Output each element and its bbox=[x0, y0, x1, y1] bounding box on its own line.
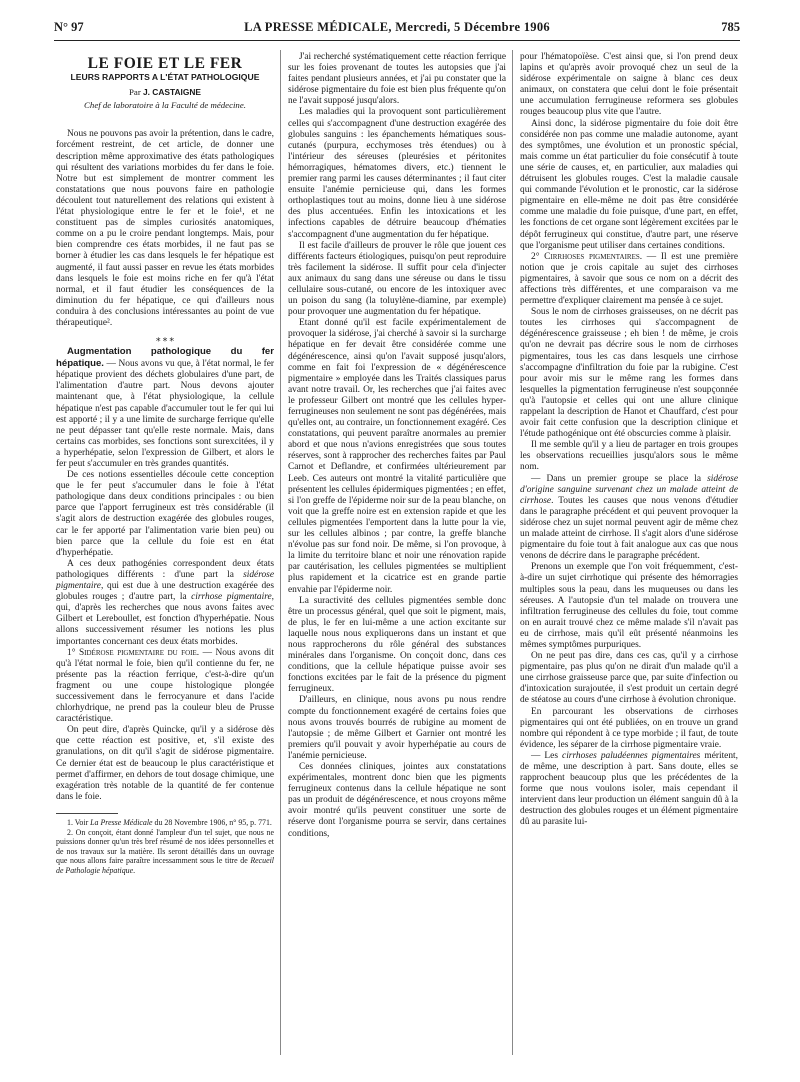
augmentation-paragraph bbox=[56, 346, 274, 470]
paragraph: Les maladies qui la provoquent sont particulièrement celles qui s'accompagnent d'une destruction exagérée des globules sanguins : les épanchements hématiques sous-cutanés (purpura, ecchymoses très étendues) ou à l'intérieur des séreuses (pleurésies et péritonites hémorragiques, hématomes divers, etc.) tiennent le premier rang parmi les causes déterminantes ; il faut citer ensuite l'anémie pernicieuse qui, dans les formes orthoplastiques tout au moins, donne lieu à une sidérose des plus accentuées. Enfin les intoxications et les infections capables de détruire beaucoup d'hématies s'accompagnent d'une augmentation du fer hépatique. bbox=[288, 107, 506, 240]
quincke-paragraph: On peut dire, d'après Quincke, qu'il y a sidérose dès que cette réaction est positive, et, s'il existe des granulations, on dit qu'il s'agit de sidérose pigmentaire. Ce dernier état est de beaucoup le plus caractéristique et permet d'affirmer, en dehors de tout dosage chimique, une exagération très notable de la quantité de fer contenue dans le foie. bbox=[56, 725, 274, 802]
book-ref: Recueil de Pathologie hépatique bbox=[56, 856, 274, 875]
article-subtitle: LEURS RAPPORTS A L'ÉTAT PATHOLOGIQUE bbox=[70, 72, 260, 83]
running-header bbox=[54, 20, 740, 38]
text-run: — Dans un premier groupe se place la bbox=[531, 473, 708, 484]
intro-paragraph: Nous ne pouvons pas avoir la prétention, dans le cadre, forcément restreint, de cet article, de donner une description même approximative des états pathologiques qui résultent des variations morbides du fer dans le foie. Notre but est simplement de montrer comment les constatations que nous pouvons faire en pathologie découlent tout naturellement des relations qui existent à l'état physiologique entre le fer et le foie¹, et ne constituent pas de simples curiosités anatomiques, comme on a pu le croire pendant longtemps. Mais, pour bien comprendre ces états morbides, il ne faut pas se borner à étudier les cas dans lesquels le fer hépatique est augmenté, il faut aussi passer en revue les états morbides dans lesquels le foie est moins riche en fer qu'à l'état normal, et il faut étudier les conséquences de la diminution du fer hépatique, ce qui d'ailleurs nous conduira à des conclusions intéressantes au point de vue thérapeutique². bbox=[56, 129, 274, 328]
footnotes bbox=[56, 818, 274, 876]
column-divider-2 bbox=[512, 50, 513, 1055]
paragraph bbox=[520, 751, 738, 829]
paragraph: En parcourant les observations de cirrhoses pigmentaires qui ont été publiées, on en trouve un grand nombre qui répondent à ce type morbide ; il faut, de toute évidence, les séparer de la cirrhose pigmentaire vraie. bbox=[520, 706, 738, 750]
cirrhoses-text: — Il est une première notion que je crois capitale au sujet des cirrhoses pigmentaires, à savoir que sous ce nom on a décrit des affections très différentes, et une comparaison va me permettre d'expliquer clairement ma pensée à ce sujet. bbox=[520, 251, 738, 307]
siderose-text: — Nous avons dit qu'à l'état normal le foie, bien qu'il contienne du fer, ne présente pas la réaction ferrique, c'est-à-dire qu'un fragment ou une coupe histologique plongée successivement dans le ferrocyanure et dans l'acide chlorhydrique, ne prend pas la couleur bleu de Prusse caractéristique. bbox=[56, 647, 275, 725]
paragraph: D'ailleurs, en clinique, nous avons pu nous rendre compte du fonctionnement exagéré de certains foies que nous avons trouvés bourrés de rubigine au moment de l'autopsie ; de même Gilbert et Garnier ont montré les premiers qu'il pouvait y avoir hyperhépatie au cours de l'anémie pernicieuse. bbox=[288, 695, 506, 761]
paragraph: Prenons un exemple que l'on voit fréquemment, c'est-à-dire un sujet cirrhotique qui présente des hémorragies multiples sous la peau, dans les muqueuses ou dans les séreuses. A l'autopsie d'un tel malade on trouvera une infiltration ferrugineuse des cellules du foie, tout comme on en aurait trouvé chez ce même malade s'il n'avait pas eu de cirrhose, mais qu'il eût présenté néanmoins les mêmes symptômes purpuriques. bbox=[520, 562, 738, 650]
paragraph: Sous le nom de cirrhoses graisseuses, on ne décrit pas toutes les cirrhoses qui s'accompagnent de dégénérescence graisseuse ; eh bien ! de même, je crois qu'on ne devrait pas décrire sous le nom de cirrhoses pigmentaires, tous les cas dans lesquels une cirrhose s'accompagne d'infiltration du foie par la rubigine. C'est pour avoir mis sur le même rang les formes dans lesquelles la pigmentation ferrugineuse n'est soupçonnée qu'à l'autopsie et celles qui ont une allure clinique rappelant la description de Hanot et Chauffard, c'est pour avoir fait cette confusion que la description clinique et l'étude pathogénique ont été obscurcies comme à plaisir. bbox=[520, 307, 738, 440]
term-cirrhose: cirrhose pigmentaire bbox=[191, 592, 272, 603]
section-number: 2° bbox=[531, 251, 545, 262]
cirrhoses-paragraph bbox=[520, 252, 738, 307]
article-title: LE FOIE ET LE FER bbox=[87, 55, 243, 72]
footnote-1 bbox=[56, 818, 274, 828]
italic-term: cirrhoses paludéennes pigmentaires bbox=[562, 750, 701, 761]
column-divider-1 bbox=[280, 50, 281, 1055]
paragraph bbox=[520, 474, 738, 563]
siderose-paragraph bbox=[56, 648, 274, 726]
term-siderose: sidérose pigmentaire bbox=[56, 569, 274, 592]
paragraph: On ne peut pas dire, dans ces cas, qu'il y a cirrhose pigmentaire, pas plus qu'on ne dirait d'un malade qu'il a une cirrhose graisseuse parce que, par suite d'infection ou d'intoxication surajoutée, il s'est produit un certain degré de stéatose au cours d'une cirrhose à évolution chronique. bbox=[520, 651, 738, 706]
footnote-2 bbox=[56, 828, 274, 876]
header-rule bbox=[54, 40, 740, 41]
augmentation-heading: Augmentation pathologique du fer hépatique. bbox=[56, 346, 274, 370]
author-affiliation: Chef de laboratoire à la Faculté de médecine. bbox=[84, 100, 246, 111]
text-run: , qui est due à une destruction exagérée des globules rouges ; d'autre part, la bbox=[56, 581, 274, 603]
cirrhoses-heading: Cirrhoses pigmentaires. bbox=[544, 251, 643, 262]
text-run: , qui, d'après les recherches que nous avons faites avec Gilbert et Lereboullet, est fonction d'hyperhépatie. Nous allons successivement résumer les notions les plus importantes concernant ces deux états morbides. bbox=[56, 592, 274, 647]
footnote-rule bbox=[56, 813, 118, 814]
paragraph: La suractivité des cellules pigmentées semble donc être un processus général, quel que soit le pigment, mais, de plus, le fer en lui-même a une action excitante sur laquelle nous nous expliquerons dans un instant et que nous rapprocherons du rôle général des substances minérales dans l'organisme. On conçoit donc, dans ces conditions, que la cellule hépatique puisse avoir ses fonctions excitées par le fait de la présence du pigment ferrugineux. bbox=[288, 595, 506, 695]
journal-ref: La Presse Médicale bbox=[90, 817, 153, 827]
paragraph: Il est facile d'ailleurs de prouver le rôle que jouent ces différents facteurs étiologiques, puisqu'on peut reproduire très facilement la sidérose. Il suffit pour cela d'injecter aux animaux du sang dans une séreuse ou dans le tissu cellulaire sous-cutané, ou encore de les intoxiquer avec un poison du sang (la toluylène-diamine, par exemple) pour provoquer une augmentation du fer hépatique. bbox=[288, 240, 506, 318]
paragraph: Etant donné qu'il est facile expérimentalement de provoquer la sidérose, j'ai cherché à savoir si la surcharge hépatique en fer devait être considérée comme une dégénérescence, ainsi qu'on l'avait supposé jusqu'alors, comme en fait foi l'expression de « dégénérescence pigmentaire » employée dans les Traités classiques parus avant notre travail. Or, les recherches que j'ai faites avec le professeur Gilbert ont montré que les cellules hyper-ferrugineuses non seulement ne sont pas dégénérées, mais qu'elles ont, au contraire, un fonctionnement exagéré. Ces constatations, qui peuvent paraître anormales au premier abord et que nous n'avions enregistrées que sous toutes réserves, sont à rapprocher des recherches faites par Paul Carnot et Deflandre, et confirmées ultérieurement par Leeb. Ces auteurs ont montré la vitalité particulière que présentent les cellules épidermiques pigmentées ; en effet, si l'on greffe de l'épiderme noir sur de la peau blanche, on voit que la greffe noire est en extension rapide et que les cellules pigmentées l'emportent dans la lutte pour la vie, sur les cellules albinos ; par contre, la greffe blanche n'évolue pas sur fond noir. De même, si l'on provoque, à la limite du territoire blanc et noir une rénovation rapide par cautérisation, les cellules pigmentées se multiplient plus rapidement et la cicatrice est en grande partie envahie par l'épiderme noir. bbox=[288, 318, 506, 595]
text-run: 2. On conçoit, étant donné l'ampleur d'un tel sujet, que nous ne puissions donner qu'un très bref résumé de nos idées personnelles et de nos travaux sur la matière. Ils seront détaillés dans un ouvrage que nous allons faire paraître incessamment sous le titre de bbox=[56, 827, 274, 866]
issue-number: N° 97 bbox=[54, 20, 84, 34]
two-pathogenies-paragraph bbox=[56, 559, 274, 648]
page-number: 785 bbox=[721, 20, 740, 34]
text-run: 1. Voir bbox=[67, 817, 91, 827]
section-separator: ⁎ ⁎ ⁎ bbox=[156, 333, 174, 344]
paragraph: J'ai recherché systématiquement cette réaction ferrique sur les foies provenant de toutes les autopsies que j'ai faites pendant plusieurs années, et j'ai pu constater que la sidérose pigmentaire du foie est bien plus fréquente qu'on ne l'avait supposé jusqu'alors. bbox=[288, 52, 506, 107]
paragraph: Il me semble qu'il y a lieu de partager en trois groupes les observations recueillies jusqu'alors sous le même nom. bbox=[520, 440, 738, 473]
author-name: J. CASTAIGNE bbox=[142, 87, 201, 98]
essential-notions-paragraph: De ces notions essentielles découle cette conception que le fer peut s'accumuler dans le foie à l'état pathologique dans deux conditions principales : ou bien parce que l'apport ferrugineux est très considérable (il s'agit alors de destruction exagérée des globules rouges, car le fer apporté par l'alimentation varie bien peu) ou bien parce que la cellule du foie est en état d'hyperhépatie. bbox=[56, 470, 274, 558]
text-run: méritent, de même, une description à part. Sans doute, elles se rapprochent beaucoup plus que les précédentes de la forme que nous voulons isoler, mais cependant il intervient dans leur production un élément sanguin dû à la destruction des globules rouges et un élément pigmentaire dû au parasite lui- bbox=[520, 750, 738, 828]
text-run: du 28 Novembre 1906, n° 95, p. 771. bbox=[152, 817, 272, 827]
text-run: A ces deux pathogénies correspondent deux états pathologiques différents : d'une part la bbox=[56, 558, 274, 580]
author-prefix: Par bbox=[129, 87, 143, 98]
journal-title: LA PRESSE MÉDICALE, Mercredi, 5 Décembre 1906 bbox=[244, 20, 550, 34]
paragraph-continued: pour l'hématopoïèse. C'est ainsi que, si l'on prend deux lapins et qu'après avoir provoqué chez un seul de la sidérose expérimentale on saigne à blanc ces deux animaux, on constatera que celui dont le foie présentait une accumulation ferrugineuse reformera ses globules rouges beaucoup plus vite que l'autre. bbox=[520, 52, 738, 118]
paragraph: Ainsi donc, la sidérose pigmentaire du foie doit être considérée non pas comme une maladie autonome, ayant des symptômes, une évolution et un pronostic spécial, mais comme un état particulier du foie consécutif à toute une série de causes, et, en particulier, aux maladies qui détruisent les globules rouges. C'est la maladie causale qui commande l'évolution et le pronostic, car la sidérose pigmentaire en elle-même ne doit pas être considérée comme une maladie du foie puisque, d'une part, en effet, les fonctions de cet organe sont légèrement excitées par le dépôt ferrugineux qui constitue, d'autre part, une réserve que l'organisme peut utiliser dans certaines conditions. bbox=[520, 118, 738, 251]
augmentation-text: — Nous avons vu que, à l'état normal, le fer hépatique provient des déchets globulaires d'une part, de l'alimentation d'autre part. Nous devons ajouter maintenant que, à l'état physiologique, la cellule hépatique n'est pas capable d'accumuler tout le fer qui lui est apporté ; il y a une limite de surcharge ferrique qu'elle ne peut dépasser tant qu'elle reste normale. Mais, dans certains cas morbides, ses fonctions sont surexcitées, il y a hyperhépatie, selon l'expression de Gilbert, et alors le fer peut s'accumuler en très grandes quantités. bbox=[56, 359, 274, 469]
text-run: . Toutes les causes que nous venons d'étudier dans le paragraphe précédent et qui peuvent provoquer la sidérose chez un sujet normal peuvent agir de même chez un malade atteint de cirrhose. Il s'agit alors d'une sidérose pigmentaire du foie tout à fait analogue aux cas que nous venons de décrire dans le paragraphe précédent. bbox=[520, 495, 738, 562]
paragraph: Ces données cliniques, jointes aux constatations expérimentales, montrent donc bien que les pigments ferrugineux contenus dans la cellule hépatique ne sont pas un produit de dégénérescence, et nous croyons même avoir montré qu'ils peuvent constituer une sorte de réserve dont l'organisme pourra se servir, dans certaines conditions, bbox=[288, 762, 506, 839]
text-run: — Les bbox=[531, 750, 563, 761]
siderose-heading: Sidérose pigmentaire du foie. bbox=[78, 647, 200, 658]
column-3 bbox=[520, 52, 738, 829]
text-run: . bbox=[133, 865, 136, 875]
article-author bbox=[56, 87, 274, 98]
column-1 bbox=[56, 52, 274, 875]
section-number: 1° bbox=[67, 647, 79, 658]
italic-term: sidérose d'origine sanguine survenant chez un malade atteint de cirrhose bbox=[520, 473, 738, 506]
column-2 bbox=[288, 52, 506, 840]
